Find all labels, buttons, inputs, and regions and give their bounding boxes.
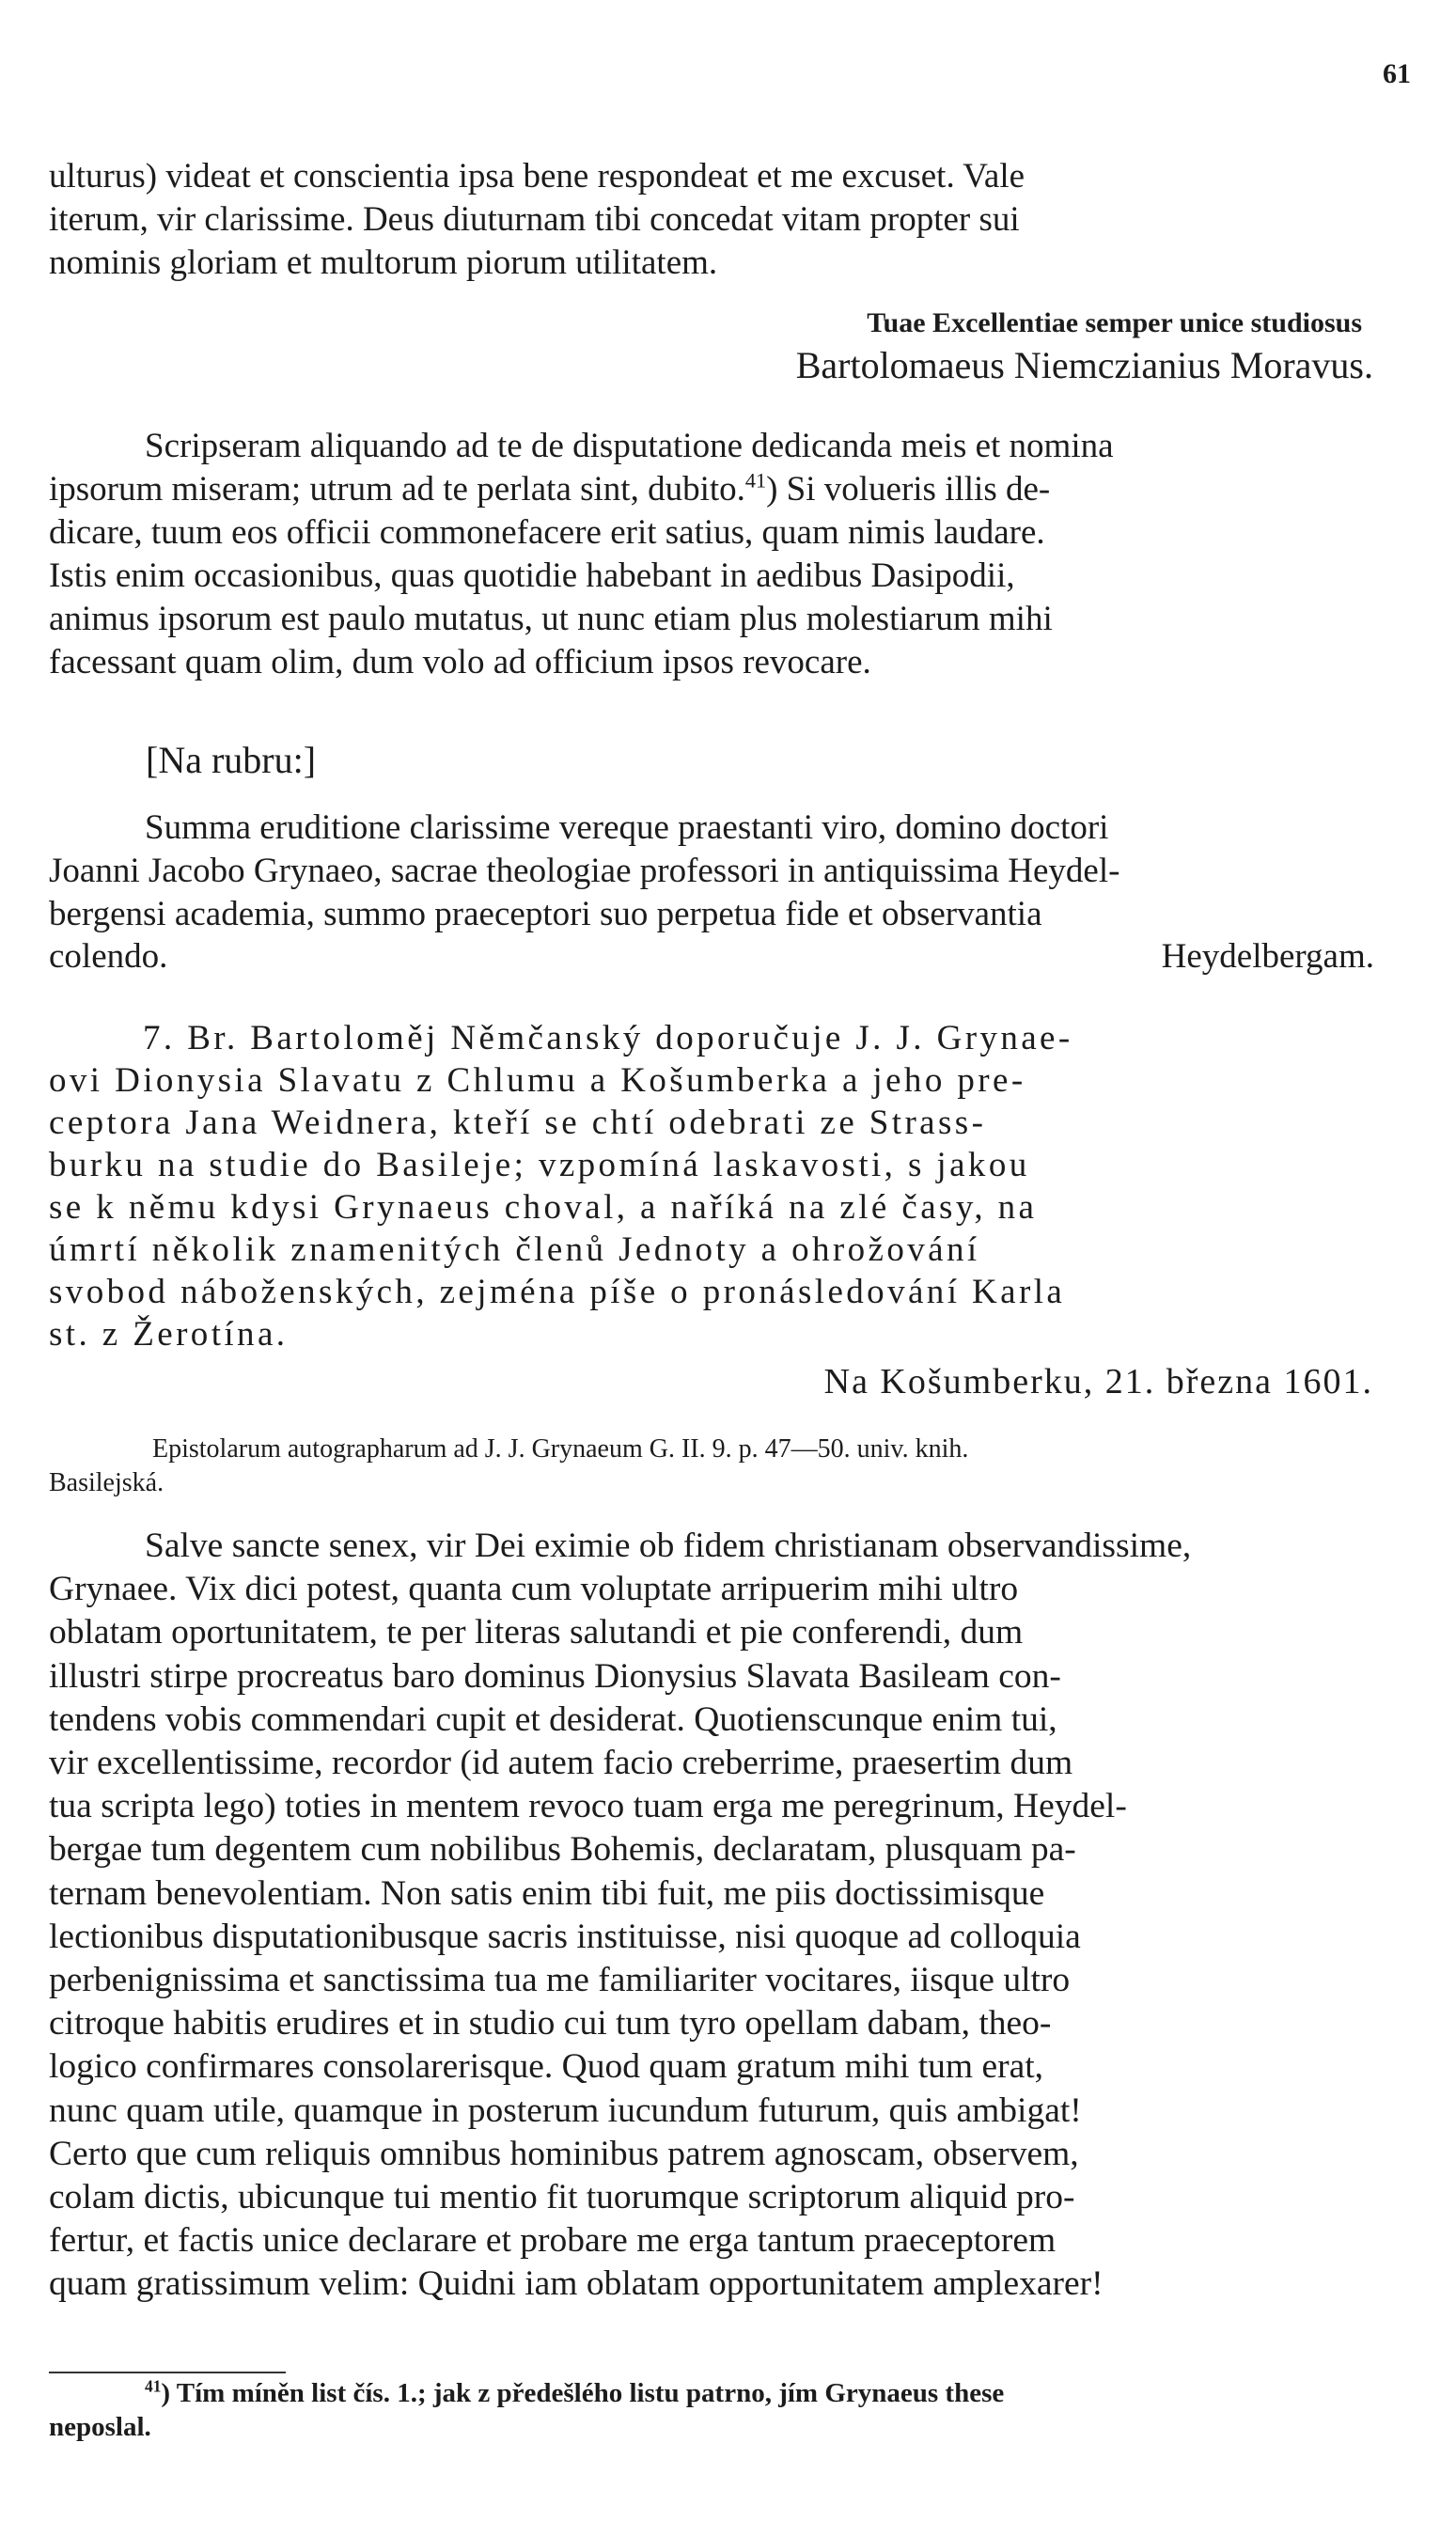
heading-line: úmrtí několik znamenitých členů Jednoty a ohrožování [49,1230,980,1269]
footnote-reference[interactable]: 41 [744,468,767,493]
footnote-line [49,2376,1412,2410]
signature-name: Bartolomaeus Niemczianius Moravus. [795,344,1373,386]
text-line: logico confirmares consolarerisque. Quod quam gratum mihi tum erat, [49,2047,1044,2087]
text-line: quam gratissimum velim: Quidni iam oblatam opportunitatem amplexarer! [49,2264,1104,2304]
text-line: tua scripta lego) toties in mentem revoco tuam erga me peregrinum, Heydel- [49,1787,1127,1826]
text-line: citroque habitis erudires et in studio cui tum tyro opellam dabam, theo- [49,2004,1052,2043]
heading-line: se k němu kdysi Grynaeus choval, a naříká na zlé časy, na [49,1188,1038,1227]
paragraph-address [49,806,1412,936]
text-line: illustri stirpe procreatus baro dominus Dionysius Slavata Basileam con- [49,1656,1061,1696]
text-line: ternam benevolentiam. Non satis enim tibi fuit, me piis doctissimisque [49,1873,1045,1913]
text-line: vir excellentissime, recordor (id autem facio creberrime, praesertim dum [49,1744,1073,1783]
text-line [49,468,1412,511]
source-citation [49,1433,1412,1500]
paragraph-closing [49,155,1412,285]
text-line: facessant quam olim, dum volo ad officium ipsos revocare. [49,643,871,681]
heading-line: st. z Žerotína. [49,1315,289,1354]
text-line: fertur, et factis unice declarare et probare me erga tantum praeceptorem [49,2221,1057,2261]
text-fragment: ) Si volueris illis de- [766,470,1051,509]
footnote-divider [49,2372,286,2373]
footnote-line: neposlal. [49,2412,151,2442]
signature-salutation: Tuae Excellentiae semper unice studiosus [867,307,1362,338]
heading-line: ovi Dionysia Slavatu z Chlumu a Košumberka a jeho pre- [49,1061,1026,1100]
text-line: lectionibus disputationibusque sacris instituisse, nisi quoque ad colloquia [49,1917,1081,1956]
letter-heading [49,1017,1421,1355]
text-line: ulturus) videat et conscientia ipsa bene respondeat et me excuset. Vale [49,157,1025,196]
text-line: Certo que cum reliquis omnibus hominibus patrem agnoscam, observem, [49,2134,1079,2173]
text-line: perbenignissima et sanctissima tua me familiariter vocitares, iisque ultro [49,1961,1071,2000]
text-line: Scripseram aliquando ad te de disputatione dedicanda meis et nomina [145,427,1114,465]
heading-line: burku na studie do Basileje; vzpomíná laskavosti, s jakou [49,1146,1030,1184]
text-line: bergae tum degentem cum nobilibus Bohemis, declaratam, plusquam pa- [49,1830,1076,1870]
text-line: Summa eruditione clarissime vereque praestanti viro, domino doctori [145,808,1109,847]
text-line: bergensi academia, summo praeceptori suo perpetua fide et observantia [49,895,1042,933]
text-line: nominis gloriam et multorum piorum utilitatem. [49,243,718,282]
text-line: Istis enim occasionibus, quas quotidie habebant in aedibus Dasipodii, [49,556,1015,595]
heading-line: ceptora Jana Weidnera, kteří se chtí odebrati ze Strass- [49,1104,987,1142]
letter-body [49,1525,1412,2307]
text-fragment: ipsorum miseram; utrum ad te perlata sint, dubito. [49,470,745,509]
paragraph-postscript [49,425,1412,684]
address-last-line [49,936,1374,977]
text-line: colam dictis, ubicunque tui mentio fit tuorumque scriptorum aliquid pro- [49,2178,1075,2217]
text-line: Salve sancte senex, vir Dei eximie ob fidem christianam observandissime, [145,1527,1192,1565]
na-rubru-label: [Na rubru:] [146,739,317,781]
text-line: nunc quam utile, quamque in posterum iucundum futurum, quis ambigat! [49,2090,1082,2130]
text-fragment: ) Tím míněn list čís. 1.; jak z předešlého listu patrno, jím Grynaeus these [161,2378,1005,2408]
text-line: Joanni Jacobo Grynaeo, sacrae theologiae professori in antiquissima Heydel- [49,852,1120,890]
place-date: Na Košumberku, 21. března 1601. [823,1362,1373,1401]
page-number: 61 [1383,58,1411,89]
source-line: Epistolarum autographarum ad J. J. Grynaeum G. II. 9. p. 47—50. univ. knih. [152,1434,969,1464]
text-line: tendens vobis commendari cupit et desiderat. Quotienscunque enim tui, [49,1699,1057,1739]
footnote [49,2376,1412,2444]
source-line: Basilejská. [49,1468,164,1497]
text-line: oblatam oportunitatem, te per literas salutandi et pie conferendi, dum [49,1613,1024,1652]
address-colendo: colendo. [49,937,168,976]
address-destination: Heydelbergam. [1161,937,1374,976]
text-line: dicare, tuum eos officii commonefacere erit satius, quam nimis laudare. [49,513,1045,552]
text-line: animus ipsorum est paulo mutatus, ut nunc etiam plus molestiarum mihi [49,600,1053,638]
heading-line: 7. Br. Bartoloměj Němčanský doporučuje J. J. Grynae- [143,1019,1073,1057]
text-line: iterum, vir clarissime. Deus diuturnam tibi concedat vitam propter sui [49,200,1020,239]
text-line: Grynaee. Vix dici potest, quanta cum voluptate arripuerim mihi ultro [49,1570,1019,1609]
heading-line: svobod náboženských, zejména píše o pronásledování Karla [49,1273,1066,1311]
footnote-mark: 41 [145,2376,162,2396]
